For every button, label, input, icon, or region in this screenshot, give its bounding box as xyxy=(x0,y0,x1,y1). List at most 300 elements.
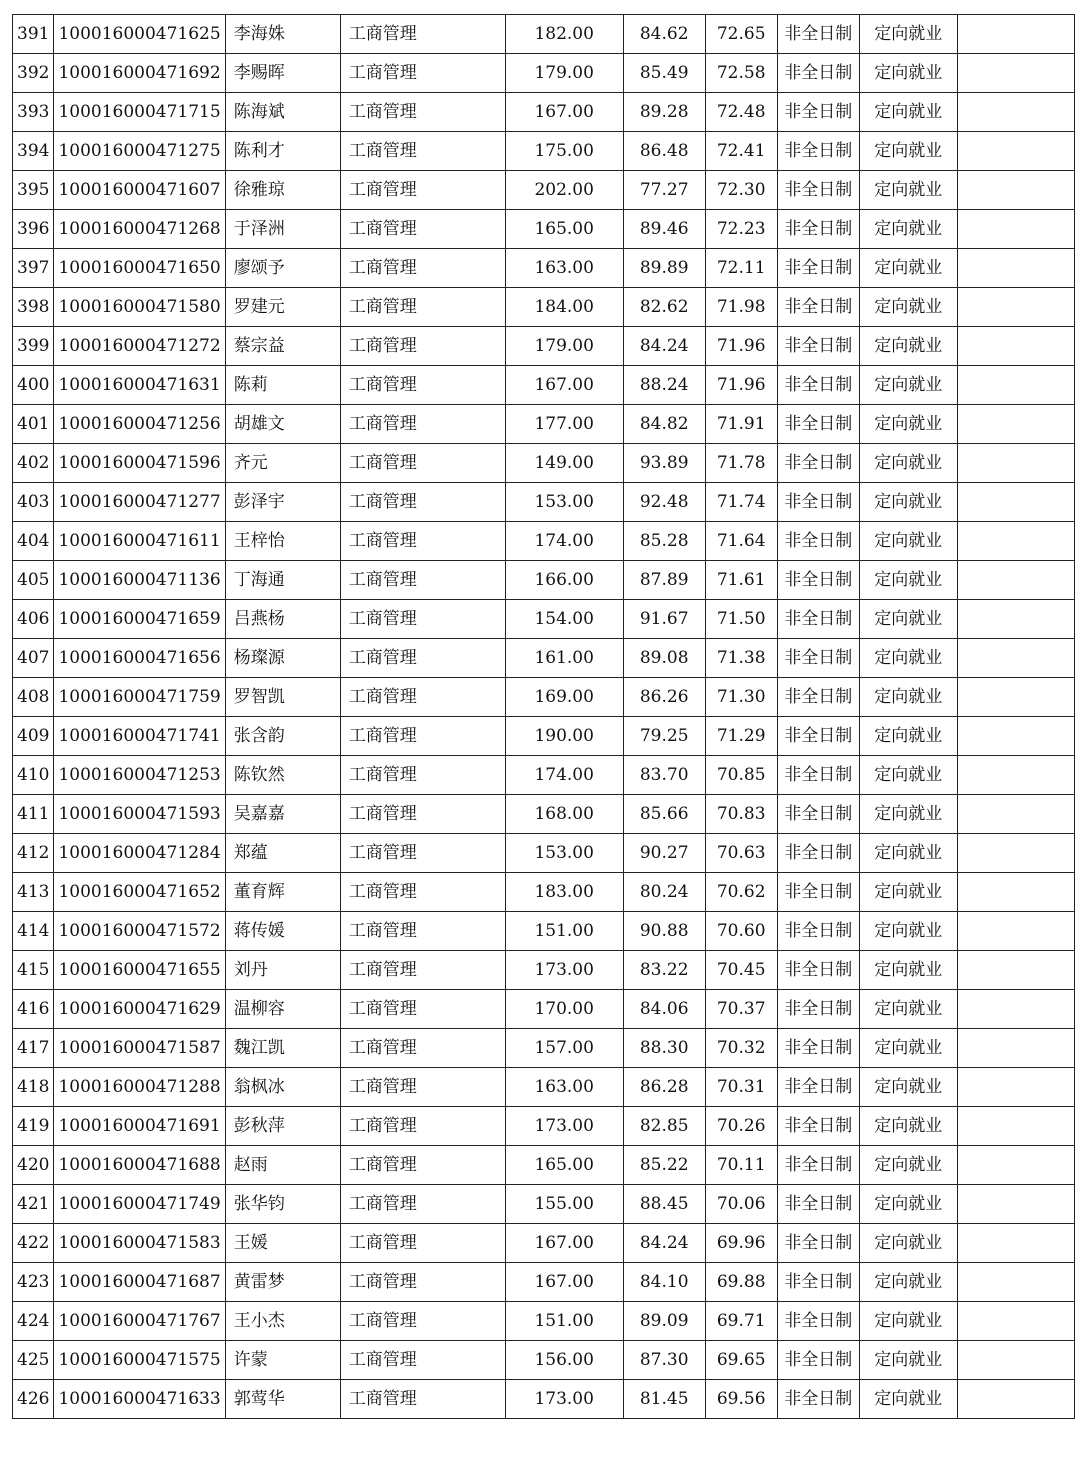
total-score-cell: 71.50 xyxy=(705,600,777,639)
major-cell: 工商管理 xyxy=(340,366,505,405)
retest-score-cell: 82.62 xyxy=(623,288,705,327)
employment-type-cell: 定向就业 xyxy=(859,54,957,93)
initial-score-cell: 167.00 xyxy=(505,1224,623,1263)
row-number-cell: 398 xyxy=(13,288,54,327)
total-score-cell: 70.83 xyxy=(705,795,777,834)
candidate-name-cell: 赵雨 xyxy=(225,1146,340,1185)
major-cell: 工商管理 xyxy=(340,522,505,561)
initial-score-cell: 182.00 xyxy=(505,15,623,54)
employment-type-cell: 定向就业 xyxy=(859,834,957,873)
major-cell: 工商管理 xyxy=(340,834,505,873)
employment-type-cell: 定向就业 xyxy=(859,1341,957,1380)
remark-cell xyxy=(957,171,1074,210)
total-score-cell: 71.61 xyxy=(705,561,777,600)
remark-cell xyxy=(957,444,1074,483)
remark-cell xyxy=(957,1029,1074,1068)
candidate-name-cell: 罗智凯 xyxy=(225,678,340,717)
row-number-cell: 426 xyxy=(13,1380,54,1419)
exam-id-cell: 100016000471284 xyxy=(54,834,225,873)
initial-score-cell: 161.00 xyxy=(505,639,623,678)
row-number-cell: 402 xyxy=(13,444,54,483)
study-mode-cell: 非全日制 xyxy=(777,912,859,951)
study-mode-cell: 非全日制 xyxy=(777,171,859,210)
retest-score-cell: 87.89 xyxy=(623,561,705,600)
major-cell: 工商管理 xyxy=(340,912,505,951)
total-score-cell: 71.98 xyxy=(705,288,777,327)
remark-cell xyxy=(957,54,1074,93)
employment-type-cell: 定向就业 xyxy=(859,912,957,951)
employment-type-cell: 定向就业 xyxy=(859,171,957,210)
retest-score-cell: 84.06 xyxy=(623,990,705,1029)
initial-score-cell: 173.00 xyxy=(505,951,623,990)
row-number-cell: 392 xyxy=(13,54,54,93)
table-row xyxy=(13,1029,1075,1068)
study-mode-cell: 非全日制 xyxy=(777,600,859,639)
initial-score-cell: 165.00 xyxy=(505,1146,623,1185)
employment-type-cell: 定向就业 xyxy=(859,483,957,522)
employment-type-cell: 定向就业 xyxy=(859,1068,957,1107)
major-cell: 工商管理 xyxy=(340,717,505,756)
candidate-name-cell: 胡雄文 xyxy=(225,405,340,444)
study-mode-cell: 非全日制 xyxy=(777,1029,859,1068)
retest-score-cell: 88.24 xyxy=(623,366,705,405)
employment-type-cell: 定向就业 xyxy=(859,951,957,990)
employment-type-cell: 定向就业 xyxy=(859,1380,957,1419)
row-number-cell: 395 xyxy=(13,171,54,210)
row-number-cell: 414 xyxy=(13,912,54,951)
table-row xyxy=(13,366,1075,405)
total-score-cell: 70.31 xyxy=(705,1068,777,1107)
retest-score-cell: 85.49 xyxy=(623,54,705,93)
table-row xyxy=(13,1224,1075,1263)
total-score-cell: 71.74 xyxy=(705,483,777,522)
candidate-name-cell: 陈钦然 xyxy=(225,756,340,795)
retest-score-cell: 84.10 xyxy=(623,1263,705,1302)
total-score-cell: 70.63 xyxy=(705,834,777,873)
retest-score-cell: 89.09 xyxy=(623,1302,705,1341)
remark-cell xyxy=(957,366,1074,405)
total-score-cell: 72.30 xyxy=(705,171,777,210)
candidate-name-cell: 李海姝 xyxy=(225,15,340,54)
major-cell: 工商管理 xyxy=(340,249,505,288)
initial-score-cell: 153.00 xyxy=(505,834,623,873)
study-mode-cell: 非全日制 xyxy=(777,1341,859,1380)
total-score-cell: 69.96 xyxy=(705,1224,777,1263)
retest-score-cell: 91.67 xyxy=(623,600,705,639)
employment-type-cell: 定向就业 xyxy=(859,249,957,288)
exam-id-cell: 100016000471253 xyxy=(54,756,225,795)
table-row xyxy=(13,717,1075,756)
study-mode-cell: 非全日制 xyxy=(777,834,859,873)
row-number-cell: 413 xyxy=(13,873,54,912)
remark-cell xyxy=(957,912,1074,951)
row-number-cell: 419 xyxy=(13,1107,54,1146)
retest-score-cell: 86.28 xyxy=(623,1068,705,1107)
exam-id-cell: 100016000471687 xyxy=(54,1263,225,1302)
candidate-name-cell: 于泽洲 xyxy=(225,210,340,249)
table-row xyxy=(13,327,1075,366)
row-number-cell: 405 xyxy=(13,561,54,600)
major-cell: 工商管理 xyxy=(340,1263,505,1302)
major-cell: 工商管理 xyxy=(340,483,505,522)
study-mode-cell: 非全日制 xyxy=(777,1146,859,1185)
total-score-cell: 70.32 xyxy=(705,1029,777,1068)
table-row xyxy=(13,561,1075,600)
remark-cell xyxy=(957,756,1074,795)
employment-type-cell: 定向就业 xyxy=(859,756,957,795)
exam-id-cell: 100016000471611 xyxy=(54,522,225,561)
remark-cell xyxy=(957,210,1074,249)
table-row xyxy=(13,1185,1075,1224)
row-number-cell: 425 xyxy=(13,1341,54,1380)
major-cell: 工商管理 xyxy=(340,639,505,678)
remark-cell xyxy=(957,1263,1074,1302)
total-score-cell: 71.96 xyxy=(705,327,777,366)
total-score-cell: 72.41 xyxy=(705,132,777,171)
study-mode-cell: 非全日制 xyxy=(777,795,859,834)
study-mode-cell: 非全日制 xyxy=(777,1302,859,1341)
major-cell: 工商管理 xyxy=(340,1146,505,1185)
exam-id-cell: 100016000471580 xyxy=(54,288,225,327)
total-score-cell: 70.60 xyxy=(705,912,777,951)
table-row xyxy=(13,1263,1075,1302)
retest-score-cell: 86.48 xyxy=(623,132,705,171)
row-number-cell: 415 xyxy=(13,951,54,990)
retest-score-cell: 84.24 xyxy=(623,1224,705,1263)
retest-score-cell: 93.89 xyxy=(623,444,705,483)
initial-score-cell: 177.00 xyxy=(505,405,623,444)
exam-id-cell: 100016000471656 xyxy=(54,639,225,678)
employment-type-cell: 定向就业 xyxy=(859,678,957,717)
major-cell: 工商管理 xyxy=(340,600,505,639)
study-mode-cell: 非全日制 xyxy=(777,15,859,54)
retest-score-cell: 83.22 xyxy=(623,951,705,990)
retest-score-cell: 87.30 xyxy=(623,1341,705,1380)
initial-score-cell: 202.00 xyxy=(505,171,623,210)
total-score-cell: 69.71 xyxy=(705,1302,777,1341)
table-row xyxy=(13,444,1075,483)
exam-id-cell: 100016000471256 xyxy=(54,405,225,444)
total-score-cell: 69.65 xyxy=(705,1341,777,1380)
study-mode-cell: 非全日制 xyxy=(777,717,859,756)
remark-cell xyxy=(957,483,1074,522)
remark-cell xyxy=(957,600,1074,639)
exam-id-cell: 100016000471268 xyxy=(54,210,225,249)
major-cell: 工商管理 xyxy=(340,54,505,93)
row-number-cell: 416 xyxy=(13,990,54,1029)
exam-id-cell: 100016000471583 xyxy=(54,1224,225,1263)
exam-id-cell: 100016000471596 xyxy=(54,444,225,483)
exam-id-cell: 100016000471587 xyxy=(54,1029,225,1068)
employment-type-cell: 定向就业 xyxy=(859,210,957,249)
total-score-cell: 69.88 xyxy=(705,1263,777,1302)
candidate-name-cell: 丁海通 xyxy=(225,561,340,600)
exam-id-cell: 100016000471749 xyxy=(54,1185,225,1224)
candidate-name-cell: 魏江凯 xyxy=(225,1029,340,1068)
remark-cell xyxy=(957,15,1074,54)
major-cell: 工商管理 xyxy=(340,327,505,366)
retest-score-cell: 90.88 xyxy=(623,912,705,951)
candidate-name-cell: 李赐晖 xyxy=(225,54,340,93)
initial-score-cell: 174.00 xyxy=(505,756,623,795)
row-number-cell: 410 xyxy=(13,756,54,795)
row-number-cell: 403 xyxy=(13,483,54,522)
retest-score-cell: 79.25 xyxy=(623,717,705,756)
table-row xyxy=(13,1341,1075,1380)
study-mode-cell: 非全日制 xyxy=(777,1380,859,1419)
table-row xyxy=(13,639,1075,678)
retest-score-cell: 89.28 xyxy=(623,93,705,132)
retest-score-cell: 89.08 xyxy=(623,639,705,678)
initial-score-cell: 169.00 xyxy=(505,678,623,717)
candidate-name-cell: 郭莺华 xyxy=(225,1380,340,1419)
total-score-cell: 70.85 xyxy=(705,756,777,795)
employment-type-cell: 定向就业 xyxy=(859,990,957,1029)
candidate-name-cell: 蔡宗益 xyxy=(225,327,340,366)
study-mode-cell: 非全日制 xyxy=(777,1263,859,1302)
initial-score-cell: 156.00 xyxy=(505,1341,623,1380)
retest-score-cell: 84.62 xyxy=(623,15,705,54)
employment-type-cell: 定向就业 xyxy=(859,600,957,639)
candidate-name-cell: 徐雅琼 xyxy=(225,171,340,210)
major-cell: 工商管理 xyxy=(340,561,505,600)
employment-type-cell: 定向就业 xyxy=(859,1224,957,1263)
exam-id-cell: 100016000471650 xyxy=(54,249,225,288)
employment-type-cell: 定向就业 xyxy=(859,561,957,600)
retest-score-cell: 86.26 xyxy=(623,678,705,717)
exam-id-cell: 100016000471272 xyxy=(54,327,225,366)
remark-cell xyxy=(957,93,1074,132)
candidate-name-cell: 蒋传媛 xyxy=(225,912,340,951)
row-number-cell: 393 xyxy=(13,93,54,132)
study-mode-cell: 非全日制 xyxy=(777,327,859,366)
employment-type-cell: 定向就业 xyxy=(859,366,957,405)
major-cell: 工商管理 xyxy=(340,1029,505,1068)
study-mode-cell: 非全日制 xyxy=(777,483,859,522)
employment-type-cell: 定向就业 xyxy=(859,795,957,834)
major-cell: 工商管理 xyxy=(340,1068,505,1107)
initial-score-cell: 154.00 xyxy=(505,600,623,639)
remark-cell xyxy=(957,1146,1074,1185)
exam-id-cell: 100016000471275 xyxy=(54,132,225,171)
employment-type-cell: 定向就业 xyxy=(859,444,957,483)
remark-cell xyxy=(957,639,1074,678)
total-score-cell: 71.29 xyxy=(705,717,777,756)
score-table xyxy=(12,14,1075,1419)
total-score-cell: 70.06 xyxy=(705,1185,777,1224)
row-number-cell: 423 xyxy=(13,1263,54,1302)
remark-cell xyxy=(957,834,1074,873)
initial-score-cell: 151.00 xyxy=(505,1302,623,1341)
remark-cell xyxy=(957,561,1074,600)
remark-cell xyxy=(957,795,1074,834)
remark-cell xyxy=(957,1341,1074,1380)
exam-id-cell: 100016000471593 xyxy=(54,795,225,834)
initial-score-cell: 179.00 xyxy=(505,54,623,93)
table-row xyxy=(13,834,1075,873)
remark-cell xyxy=(957,327,1074,366)
retest-score-cell: 80.24 xyxy=(623,873,705,912)
initial-score-cell: 166.00 xyxy=(505,561,623,600)
study-mode-cell: 非全日制 xyxy=(777,444,859,483)
candidate-name-cell: 陈海斌 xyxy=(225,93,340,132)
retest-score-cell: 89.46 xyxy=(623,210,705,249)
initial-score-cell: 184.00 xyxy=(505,288,623,327)
row-number-cell: 404 xyxy=(13,522,54,561)
table-row xyxy=(13,405,1075,444)
table-row xyxy=(13,873,1075,912)
total-score-cell: 72.65 xyxy=(705,15,777,54)
candidate-name-cell: 张含韵 xyxy=(225,717,340,756)
table-row xyxy=(13,522,1075,561)
retest-score-cell: 89.89 xyxy=(623,249,705,288)
candidate-name-cell: 翁枫冰 xyxy=(225,1068,340,1107)
major-cell: 工商管理 xyxy=(340,405,505,444)
study-mode-cell: 非全日制 xyxy=(777,1224,859,1263)
retest-score-cell: 85.28 xyxy=(623,522,705,561)
study-mode-cell: 非全日制 xyxy=(777,990,859,1029)
study-mode-cell: 非全日制 xyxy=(777,1107,859,1146)
total-score-cell: 70.26 xyxy=(705,1107,777,1146)
remark-cell xyxy=(957,1380,1074,1419)
retest-score-cell: 77.27 xyxy=(623,171,705,210)
study-mode-cell: 非全日制 xyxy=(777,249,859,288)
employment-type-cell: 定向就业 xyxy=(859,1185,957,1224)
table-row xyxy=(13,1068,1075,1107)
retest-score-cell: 88.45 xyxy=(623,1185,705,1224)
exam-id-cell: 100016000471625 xyxy=(54,15,225,54)
initial-score-cell: 149.00 xyxy=(505,444,623,483)
employment-type-cell: 定向就业 xyxy=(859,1107,957,1146)
major-cell: 工商管理 xyxy=(340,171,505,210)
table-row xyxy=(13,54,1075,93)
candidate-name-cell: 杨璨源 xyxy=(225,639,340,678)
total-score-cell: 71.38 xyxy=(705,639,777,678)
exam-id-cell: 100016000471575 xyxy=(54,1341,225,1380)
row-number-cell: 408 xyxy=(13,678,54,717)
retest-score-cell: 85.22 xyxy=(623,1146,705,1185)
employment-type-cell: 定向就业 xyxy=(859,93,957,132)
remark-cell xyxy=(957,990,1074,1029)
total-score-cell: 70.37 xyxy=(705,990,777,1029)
retest-score-cell: 88.30 xyxy=(623,1029,705,1068)
retest-score-cell: 92.48 xyxy=(623,483,705,522)
retest-score-cell: 83.70 xyxy=(623,756,705,795)
table-row xyxy=(13,678,1075,717)
major-cell: 工商管理 xyxy=(340,1185,505,1224)
major-cell: 工商管理 xyxy=(340,678,505,717)
exam-id-cell: 100016000471691 xyxy=(54,1107,225,1146)
remark-cell xyxy=(957,873,1074,912)
candidate-name-cell: 彭秋萍 xyxy=(225,1107,340,1146)
initial-score-cell: 163.00 xyxy=(505,249,623,288)
total-score-cell: 71.91 xyxy=(705,405,777,444)
initial-score-cell: 190.00 xyxy=(505,717,623,756)
table-row xyxy=(13,951,1075,990)
major-cell: 工商管理 xyxy=(340,990,505,1029)
study-mode-cell: 非全日制 xyxy=(777,132,859,171)
major-cell: 工商管理 xyxy=(340,951,505,990)
remark-cell xyxy=(957,678,1074,717)
initial-score-cell: 179.00 xyxy=(505,327,623,366)
exam-id-cell: 100016000471572 xyxy=(54,912,225,951)
table-row xyxy=(13,795,1075,834)
major-cell: 工商管理 xyxy=(340,1224,505,1263)
row-number-cell: 420 xyxy=(13,1146,54,1185)
total-score-cell: 70.11 xyxy=(705,1146,777,1185)
employment-type-cell: 定向就业 xyxy=(859,717,957,756)
candidate-name-cell: 陈利才 xyxy=(225,132,340,171)
study-mode-cell: 非全日制 xyxy=(777,756,859,795)
table-row xyxy=(13,15,1075,54)
study-mode-cell: 非全日制 xyxy=(777,366,859,405)
remark-cell xyxy=(957,522,1074,561)
candidate-name-cell: 董育辉 xyxy=(225,873,340,912)
remark-cell xyxy=(957,951,1074,990)
table-row xyxy=(13,1302,1075,1341)
exam-id-cell: 100016000471629 xyxy=(54,990,225,1029)
row-number-cell: 411 xyxy=(13,795,54,834)
study-mode-cell: 非全日制 xyxy=(777,288,859,327)
employment-type-cell: 定向就业 xyxy=(859,327,957,366)
total-score-cell: 72.23 xyxy=(705,210,777,249)
employment-type-cell: 定向就业 xyxy=(859,405,957,444)
employment-type-cell: 定向就业 xyxy=(859,522,957,561)
table-row xyxy=(13,1107,1075,1146)
employment-type-cell: 定向就业 xyxy=(859,132,957,171)
initial-score-cell: 167.00 xyxy=(505,1263,623,1302)
initial-score-cell: 173.00 xyxy=(505,1380,623,1419)
exam-id-cell: 100016000471741 xyxy=(54,717,225,756)
major-cell: 工商管理 xyxy=(340,1380,505,1419)
retest-score-cell: 85.66 xyxy=(623,795,705,834)
initial-score-cell: 175.00 xyxy=(505,132,623,171)
exam-id-cell: 100016000471288 xyxy=(54,1068,225,1107)
row-number-cell: 421 xyxy=(13,1185,54,1224)
study-mode-cell: 非全日制 xyxy=(777,561,859,600)
major-cell: 工商管理 xyxy=(340,132,505,171)
initial-score-cell: 183.00 xyxy=(505,873,623,912)
remark-cell xyxy=(957,1224,1074,1263)
row-number-cell: 406 xyxy=(13,600,54,639)
remark-cell xyxy=(957,249,1074,288)
candidate-name-cell: 吴嘉嘉 xyxy=(225,795,340,834)
major-cell: 工商管理 xyxy=(340,756,505,795)
candidate-name-cell: 吕燕杨 xyxy=(225,600,340,639)
total-score-cell: 70.62 xyxy=(705,873,777,912)
candidate-name-cell: 温柳容 xyxy=(225,990,340,1029)
exam-id-cell: 100016000471652 xyxy=(54,873,225,912)
total-score-cell: 70.45 xyxy=(705,951,777,990)
study-mode-cell: 非全日制 xyxy=(777,873,859,912)
employment-type-cell: 定向就业 xyxy=(859,15,957,54)
initial-score-cell: 165.00 xyxy=(505,210,623,249)
total-score-cell: 69.56 xyxy=(705,1380,777,1419)
study-mode-cell: 非全日制 xyxy=(777,405,859,444)
initial-score-cell: 155.00 xyxy=(505,1185,623,1224)
employment-type-cell: 定向就业 xyxy=(859,1302,957,1341)
major-cell: 工商管理 xyxy=(340,873,505,912)
table-row xyxy=(13,990,1075,1029)
remark-cell xyxy=(957,1107,1074,1146)
candidate-name-cell: 黄雷梦 xyxy=(225,1263,340,1302)
employment-type-cell: 定向就业 xyxy=(859,639,957,678)
study-mode-cell: 非全日制 xyxy=(777,54,859,93)
retest-score-cell: 84.82 xyxy=(623,405,705,444)
retest-score-cell: 81.45 xyxy=(623,1380,705,1419)
row-number-cell: 394 xyxy=(13,132,54,171)
initial-score-cell: 174.00 xyxy=(505,522,623,561)
